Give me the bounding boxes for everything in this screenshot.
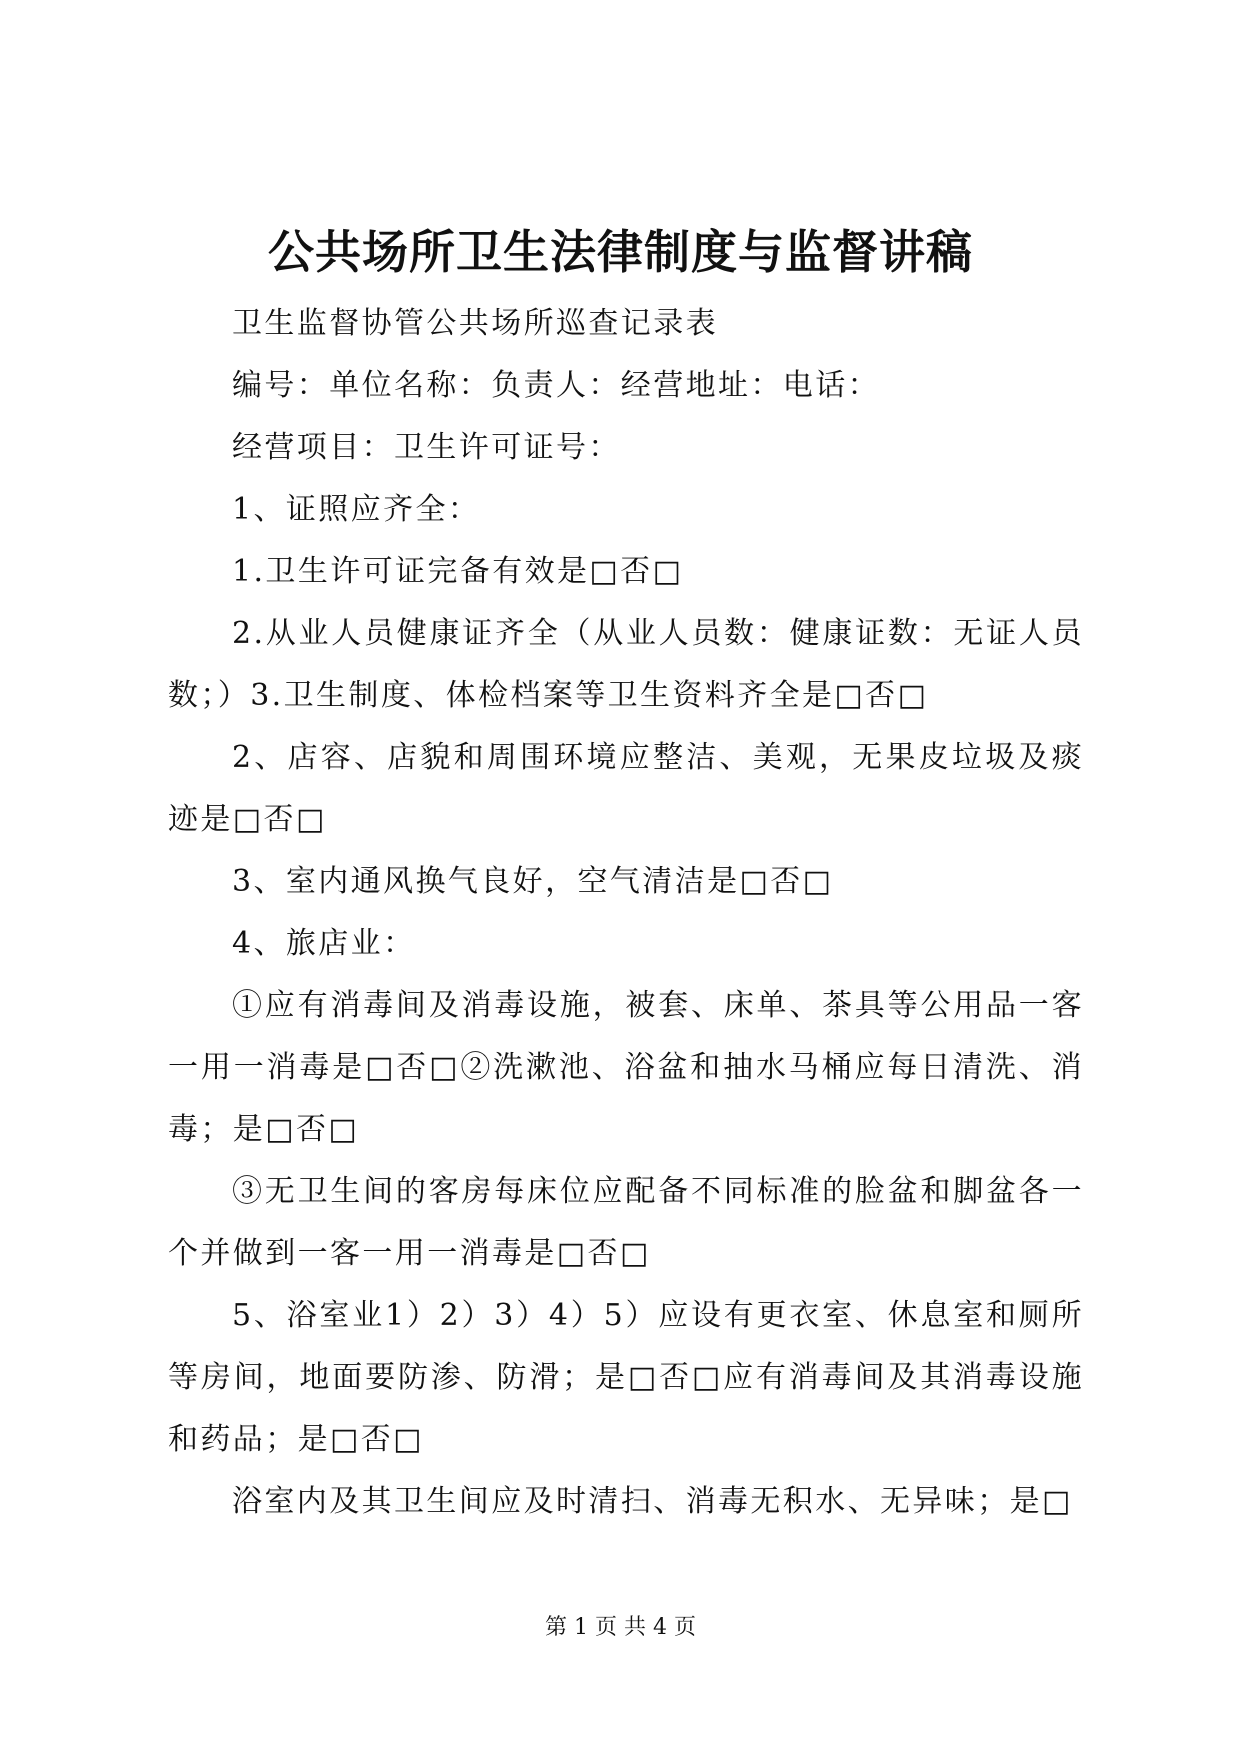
paragraph-header-fields: 编号：单位名称：负责人：经营地址：电话：	[232, 368, 880, 403]
document-title: 公共场所卫生法律制度与监督讲稿	[268, 225, 973, 279]
document-body	[168, 293, 1084, 1533]
paragraph-section-4: 4、旅店业：	[232, 926, 416, 961]
page-footer: 第 1 页 共 4 页	[545, 1615, 696, 1640]
paragraph-business-fields: 经营项目：卫生许可证号：	[232, 430, 621, 465]
paragraph-item-4-1: ①应有消毒间及消毒设施，被套、床单、茶具等公用品一客一用一消毒是□否□②洗漱池、浴盆和抽水马桶应每日清洗、消毒；是□否□	[168, 988, 1084, 1147]
paragraph-form-title: 卫生监督协管公共场所巡查记录表	[232, 306, 718, 341]
paragraph-item-5-cont: 浴室内及其卫生间应及时清扫、消毒无积水、无异味；是□	[232, 1484, 1073, 1519]
paragraph-section-3: 3、室内通风换气良好，空气清洁是□否□	[232, 864, 834, 899]
paragraph-section-1: 1、证照应齐全：	[232, 492, 481, 527]
paragraph-item-1-1: 1.卫生许可证完备有效是□否□	[232, 554, 684, 589]
paragraph-item-4-3: ③无卫生间的客房每床位应配备不同标准的脸盆和脚盆各一个并做到一客一用一消毒是□否□	[168, 1174, 1084, 1271]
paragraph-section-2: 2、店容、店貌和周围环境应整洁、美观，无果皮垃圾及痰迹是□否□	[168, 740, 1084, 837]
paragraph-item-1-2: 2.从业人员健康证齐全（从业人员数：健康证数：无证人员数；）3.卫生制度、体检档案等卫生资料齐全是□否□	[168, 616, 1084, 713]
paragraph-section-5: 5、浴室业1）2）3）4）5）应设有更衣室、休息室和厕所等房间，地面要防渗、防滑；是□否□应有消毒间及其消毒设施和药品；是□否□	[168, 1298, 1084, 1457]
